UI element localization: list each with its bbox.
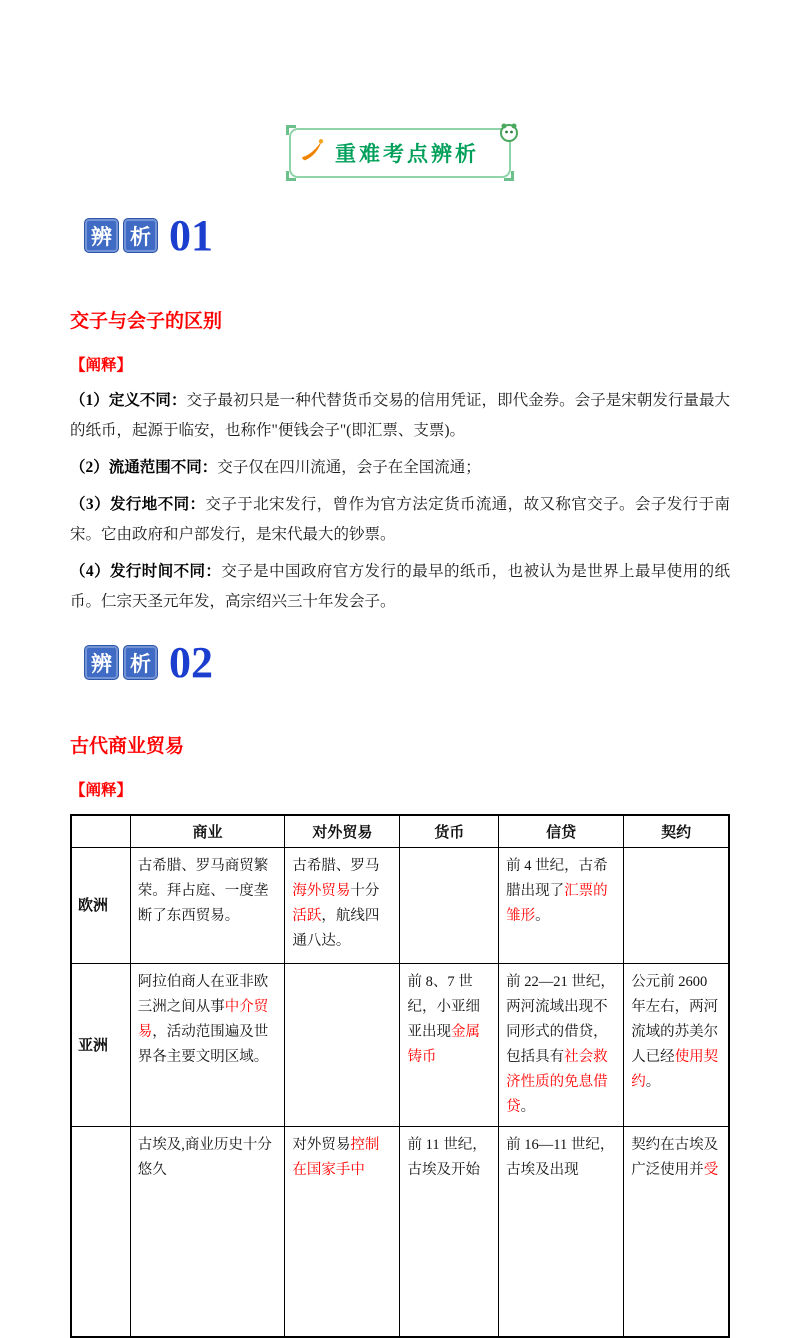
comparison-table	[70, 814, 730, 1338]
table-cell: 前 16—11 世纪，古埃及出现	[499, 1127, 624, 1337]
paragraph-body: 交子是中国政府官方发行的最早的纸币，也被认为是世界上最早使用的纸币。仁宗天圣元年发，高宗绍兴三十年发会子。	[70, 563, 730, 610]
table-header-row	[71, 815, 729, 848]
paragraph-body: 交子于北宋发行，曾作为官方法定货币流通，故又称官交子。会子发行于南宋。它由政府和户部发行，是宋代最大的钞票。	[70, 496, 730, 543]
row-label	[71, 1127, 130, 1337]
paragraph-body: 交子最初只是一种代替货币交易的信用凭证，即代金券。会子是宋朝发行量最大的纸币，起源于临安，也称作"便钱会子"(即汇票、支票)。	[70, 392, 730, 439]
header-cell-foreign-trade: 对外贸易	[285, 815, 400, 848]
explanation-paragraphs	[70, 386, 730, 617]
table-row-europe	[71, 848, 729, 964]
table-row-egypt	[71, 1127, 729, 1337]
paragraph-lead: （3）发行地不同：	[70, 496, 206, 513]
table-cell: 前 8、7 世纪，小亚细亚出现金属铸币	[400, 964, 499, 1127]
header-cell-credit: 信贷	[499, 815, 624, 848]
table-cell: 前 22—21 世纪，两河流域出现不同形式的借贷，包括具有社会救济性质的免息借贷。	[499, 964, 624, 1127]
section-badge-01	[84, 211, 730, 260]
badge-number: 01	[169, 211, 213, 260]
paragraph-lead: （1）定义不同：	[70, 392, 187, 409]
table-row-asia	[71, 964, 729, 1127]
paragraph	[70, 453, 730, 483]
table-cell: 古希腊、罗马海外贸易十分活跃，航线四通八达。	[285, 848, 400, 964]
table-cell: 公元前 2600 年左右，两河流域的苏美尔人已经使用契约。	[624, 964, 729, 1127]
table-cell: 前 4 世纪，古希腊出现了汇票的雏形。	[499, 848, 624, 964]
header-cell-commerce: 商业	[130, 815, 285, 848]
badge-char-xi: 析	[123, 645, 158, 680]
banner-row	[70, 128, 730, 178]
paragraph	[70, 386, 730, 446]
section-badge-02	[84, 638, 730, 687]
table-cell: 古希腊、罗马商贸繁荣。拜占庭、一度垄断了东西贸易。	[130, 848, 285, 964]
section-heading-jiaozi-huizi: 交子与会子的区别	[70, 311, 223, 332]
green-mascot-icon	[497, 120, 521, 149]
banner	[289, 128, 511, 178]
explain-label: 【阐释】	[70, 357, 133, 374]
table-cell: 阿拉伯商人在亚非欧三洲之间从事中介贸易，活动范围遍及世界各主要文明区域。	[130, 964, 285, 1127]
table-cell: 对外贸易控制在国家手中	[285, 1127, 400, 1337]
table-cell	[624, 848, 729, 964]
banner-corner-decoration	[504, 171, 514, 181]
table-cell: 古埃及,商业历史十分悠久	[130, 1127, 285, 1337]
badge-number: 02	[169, 638, 213, 687]
table-cell: 契约在古埃及广泛使用并受	[624, 1127, 729, 1337]
explain-label: 【阐释】	[70, 782, 133, 799]
banner-corner-decoration	[286, 125, 296, 135]
paragraph-body: 交子仅在四川流通，会子在全国流通；	[217, 459, 481, 476]
row-label: 亚洲	[71, 964, 130, 1127]
document-page	[0, 128, 800, 1338]
section-heading-ancient-trade: 古代商业贸易	[70, 736, 185, 757]
header-cell-blank	[71, 815, 130, 848]
paragraph	[70, 490, 730, 550]
header-cell-currency: 货币	[400, 815, 499, 848]
row-label: 欧洲	[71, 848, 130, 964]
table-cell	[285, 964, 400, 1127]
badge-char-bian: 辨	[84, 645, 119, 680]
header-cell-contract: 契约	[624, 815, 729, 848]
banner-title: 重难考点辨析	[335, 143, 479, 166]
orange-swoosh-icon	[299, 136, 325, 167]
table-cell: 前 11 世纪，古埃及开始	[400, 1127, 499, 1337]
paragraph-lead: （4）发行时间不同：	[70, 563, 222, 580]
paragraph-lead: （2）流通范围不同：	[70, 459, 218, 476]
badge-char-xi: 析	[123, 218, 158, 253]
table-cell	[400, 848, 499, 964]
badge-char-bian: 辨	[84, 218, 119, 253]
banner-corner-decoration	[286, 171, 296, 181]
paragraph	[70, 557, 730, 617]
